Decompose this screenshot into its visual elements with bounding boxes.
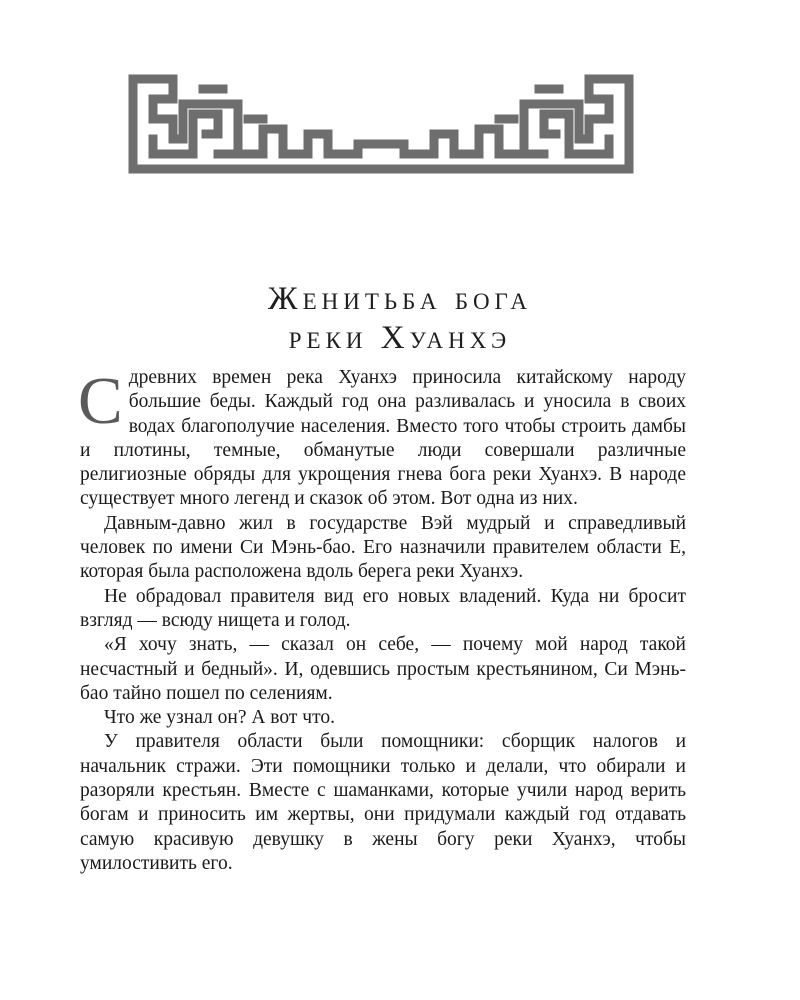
paragraph-3: Не обрадовал правителя вид его новых владений. Куда ни бросит взгляд — всюду нищета и голод.	[80, 585, 686, 631]
ornament-stroke	[308, 134, 358, 154]
ornament-stroke	[428, 134, 454, 154]
paragraph-6: У правителя области были помощники: сборщик налогов и начальник стражи. Эти помощники только и делали, что обирали и разоряли крестьян. Вместе с шаманками, которые учили народ верить богам и приносить им жертвы, они придумали каждый год отдавать самую красивую девушку в жены богу реки Хуанхэ, чтобы умилостивить его.	[80, 731, 686, 874]
paragraph-1	[80, 366, 686, 512]
paragraph-2: Давным-давно жил в государстве Вэй мудрый и справедливый человек по имени Си Мэнь-бао. Его назначили правителем области Е, которая была расположена вдоль берега реки Хуанхэ.	[80, 512, 686, 583]
chapter-title-line-1: Женитьба бога	[268, 281, 532, 317]
drop-cap: С	[78, 364, 123, 438]
paragraph-4: «Я хочу знать, — сказал он себе, — почему мой народ такой несчастный и бедный». И, одевшись простым крестьянином, Си Мэнь-бао тайно пошел по селениям.	[80, 634, 686, 704]
chapter-title	[0, 280, 800, 358]
chapter-title-line-2: реки Хуанхэ	[288, 320, 512, 356]
chapter-ornament	[128, 74, 634, 174]
ornament-stroke	[358, 144, 428, 154]
chapter-body	[80, 366, 686, 876]
chinese-meander-fret-icon	[128, 74, 634, 174]
paragraph-5: Что же узнал он? А вот что.	[104, 707, 335, 729]
paragraph-1-text: древних времен река Хуанхэ приносила китайскому народу большие беды. Каждый год она разливалась и уносила в своих водах благополучие населения. Вместо того чтобы строить дамбы и плотины, темные, обманутые люди совершали различные религиозные обряды для укрощения гнева бога реки Хуанхэ. В народе существует много легенд и сказок об этом. Вот одна из них.	[80, 367, 686, 510]
